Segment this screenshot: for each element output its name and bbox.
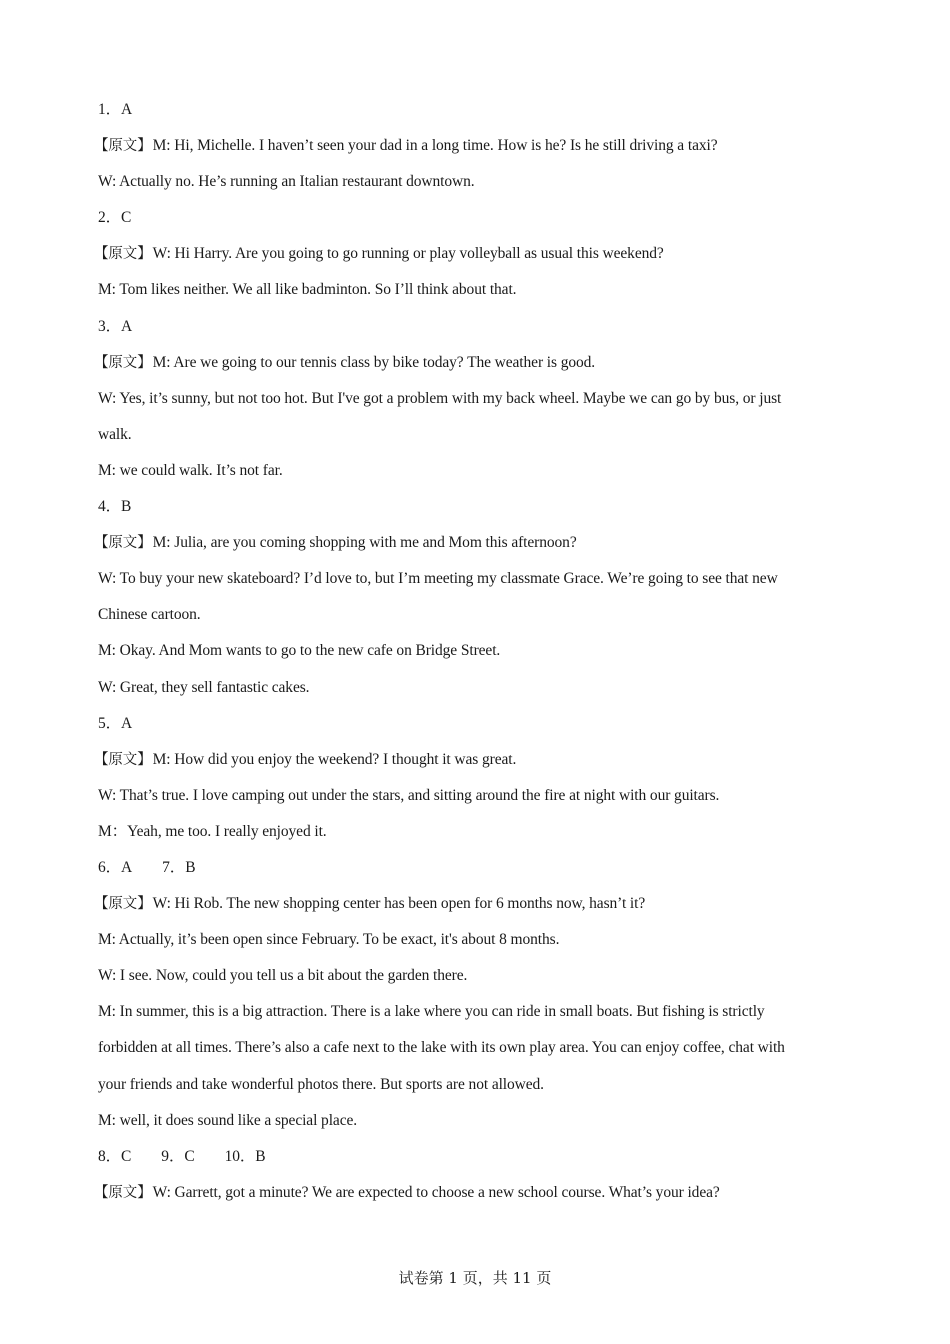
transcript-line xyxy=(98,670,838,706)
transcript-line xyxy=(98,164,838,200)
transcript-text: M: How did you enjoy the weekend? I thought it was great. xyxy=(152,750,517,768)
transcript-line xyxy=(98,994,838,1030)
transcript-start-line xyxy=(94,128,838,164)
transcript-text: W: Yes, it’s sunny, but not too hot. But I've got a problem with my back wheel. Maybe we can go by bus, or just xyxy=(98,389,782,407)
transcript-line xyxy=(98,1030,838,1066)
transcript-text: forbidden at all times. There’s also a cafe next to the lake with its own play area. You can enjoy coffee, chat with xyxy=(98,1039,785,1057)
transcript-tag: 【原文】 xyxy=(94,246,152,263)
transcript-text: W: I see. Now, could you tell us a bit about the garden there. xyxy=(98,967,468,985)
answer-key-body xyxy=(94,92,838,1211)
transcript-text: W: Hi Harry. Are you going to go running or play volleyball as usual this weekend? xyxy=(152,245,664,263)
transcript-text: M: In summer, this is a big attraction. There is a lake where you can ride in small boats. But fishing is strictly xyxy=(98,1003,765,1021)
transcript-tag: 【原文】 xyxy=(94,1184,152,1201)
transcript-start-line xyxy=(94,886,838,922)
transcript-text: M：Yeah, me too. I really enjoyed it. xyxy=(98,822,327,840)
transcript-text: W: That’s true. I love camping out under the stars, and sitting around the fire at night with our guitars. xyxy=(98,786,720,804)
transcript-text: M: we could walk. It’s not far. xyxy=(98,461,283,479)
transcript-text: W: Great, they sell fantastic cakes. xyxy=(98,678,310,696)
transcript-tag: 【原文】 xyxy=(94,896,152,913)
answer-line xyxy=(98,309,838,345)
transcript-start-line xyxy=(94,742,838,778)
answer-line xyxy=(98,489,838,525)
transcript-line xyxy=(98,778,838,814)
transcript-start-line xyxy=(94,345,838,381)
transcript-line xyxy=(98,922,838,958)
answer-item: 2．C xyxy=(98,209,132,227)
transcript-text: M: Julia, are you coming shopping with me and Mom this afternoon? xyxy=(152,534,577,552)
transcript-text: W: Garrett, got a minute? We are expected to choose a new school course. What’s your idea? xyxy=(152,1183,720,1201)
transcript-line xyxy=(98,272,838,308)
transcript-line xyxy=(98,597,838,633)
answer-line xyxy=(98,200,838,236)
transcript-tag: 【原文】 xyxy=(94,751,152,768)
answer-item: 10．B xyxy=(224,1147,266,1165)
answer-line xyxy=(98,1139,838,1175)
answer-item: 6．A xyxy=(98,858,133,876)
transcript-tag: 【原文】 xyxy=(94,535,152,552)
answer-item: 4．B xyxy=(98,498,132,516)
answer-line xyxy=(98,850,838,886)
transcript-line xyxy=(98,1067,838,1103)
transcript-line xyxy=(98,1103,838,1139)
answer-item: 7．B xyxy=(162,858,196,876)
transcript-text: walk. xyxy=(98,425,132,443)
page-footer: 试卷第 1 页，共 11 页 xyxy=(398,1269,552,1287)
transcript-line xyxy=(98,453,838,489)
transcript-tag: 【原文】 xyxy=(94,138,152,155)
transcript-text: M: Actually, it’s been open since February. To be exact, it's about 8 months. xyxy=(98,931,560,949)
answer-item: 5．A xyxy=(98,714,133,732)
transcript-text: M: Okay. And Mom wants to go to the new cafe on Bridge Street. xyxy=(98,642,501,660)
transcript-text: M: Tom likes neither. We all like badminton. So I’ll think about that. xyxy=(98,281,517,299)
transcript-start-line xyxy=(94,1175,838,1211)
transcript-line xyxy=(98,633,838,669)
transcript-text: M: Hi, Michelle. I haven’t seen your dad in a long time. How is he? Is he still driving a taxi? xyxy=(152,137,718,155)
transcript-line xyxy=(98,814,838,850)
transcript-start-line xyxy=(94,236,838,272)
transcript-start-line xyxy=(94,525,838,561)
answer-line xyxy=(98,92,838,128)
transcript-text: Chinese cartoon. xyxy=(98,606,201,624)
answer-line xyxy=(98,706,838,742)
transcript-text: W: To buy your new skateboard? I’d love to, but I’m meeting my classmate Grace. We’re going to see that new xyxy=(98,570,778,588)
answer-item: 8．C xyxy=(98,1147,132,1165)
transcript-line xyxy=(98,417,838,453)
transcript-line xyxy=(98,561,838,597)
answer-item: 9．C xyxy=(161,1147,195,1165)
transcript-text: W: Actually no. He’s running an Italian restaurant downtown. xyxy=(98,173,475,191)
answer-item: 3．A xyxy=(98,317,133,335)
transcript-line xyxy=(98,381,838,417)
transcript-text: your friends and take wonderful photos there. But sports are not allowed. xyxy=(98,1075,544,1093)
answer-item: 1．A xyxy=(98,101,133,118)
transcript-tag: 【原文】 xyxy=(94,354,152,371)
transcript-text: W: Hi Rob. The new shopping center has been open for 6 months now, hasn’t it? xyxy=(152,895,646,913)
transcript-text: M: well, it does sound like a special place. xyxy=(98,1111,358,1129)
transcript-text: M: Are we going to our tennis class by bike today? The weather is good. xyxy=(152,353,596,371)
transcript-line xyxy=(98,958,838,994)
